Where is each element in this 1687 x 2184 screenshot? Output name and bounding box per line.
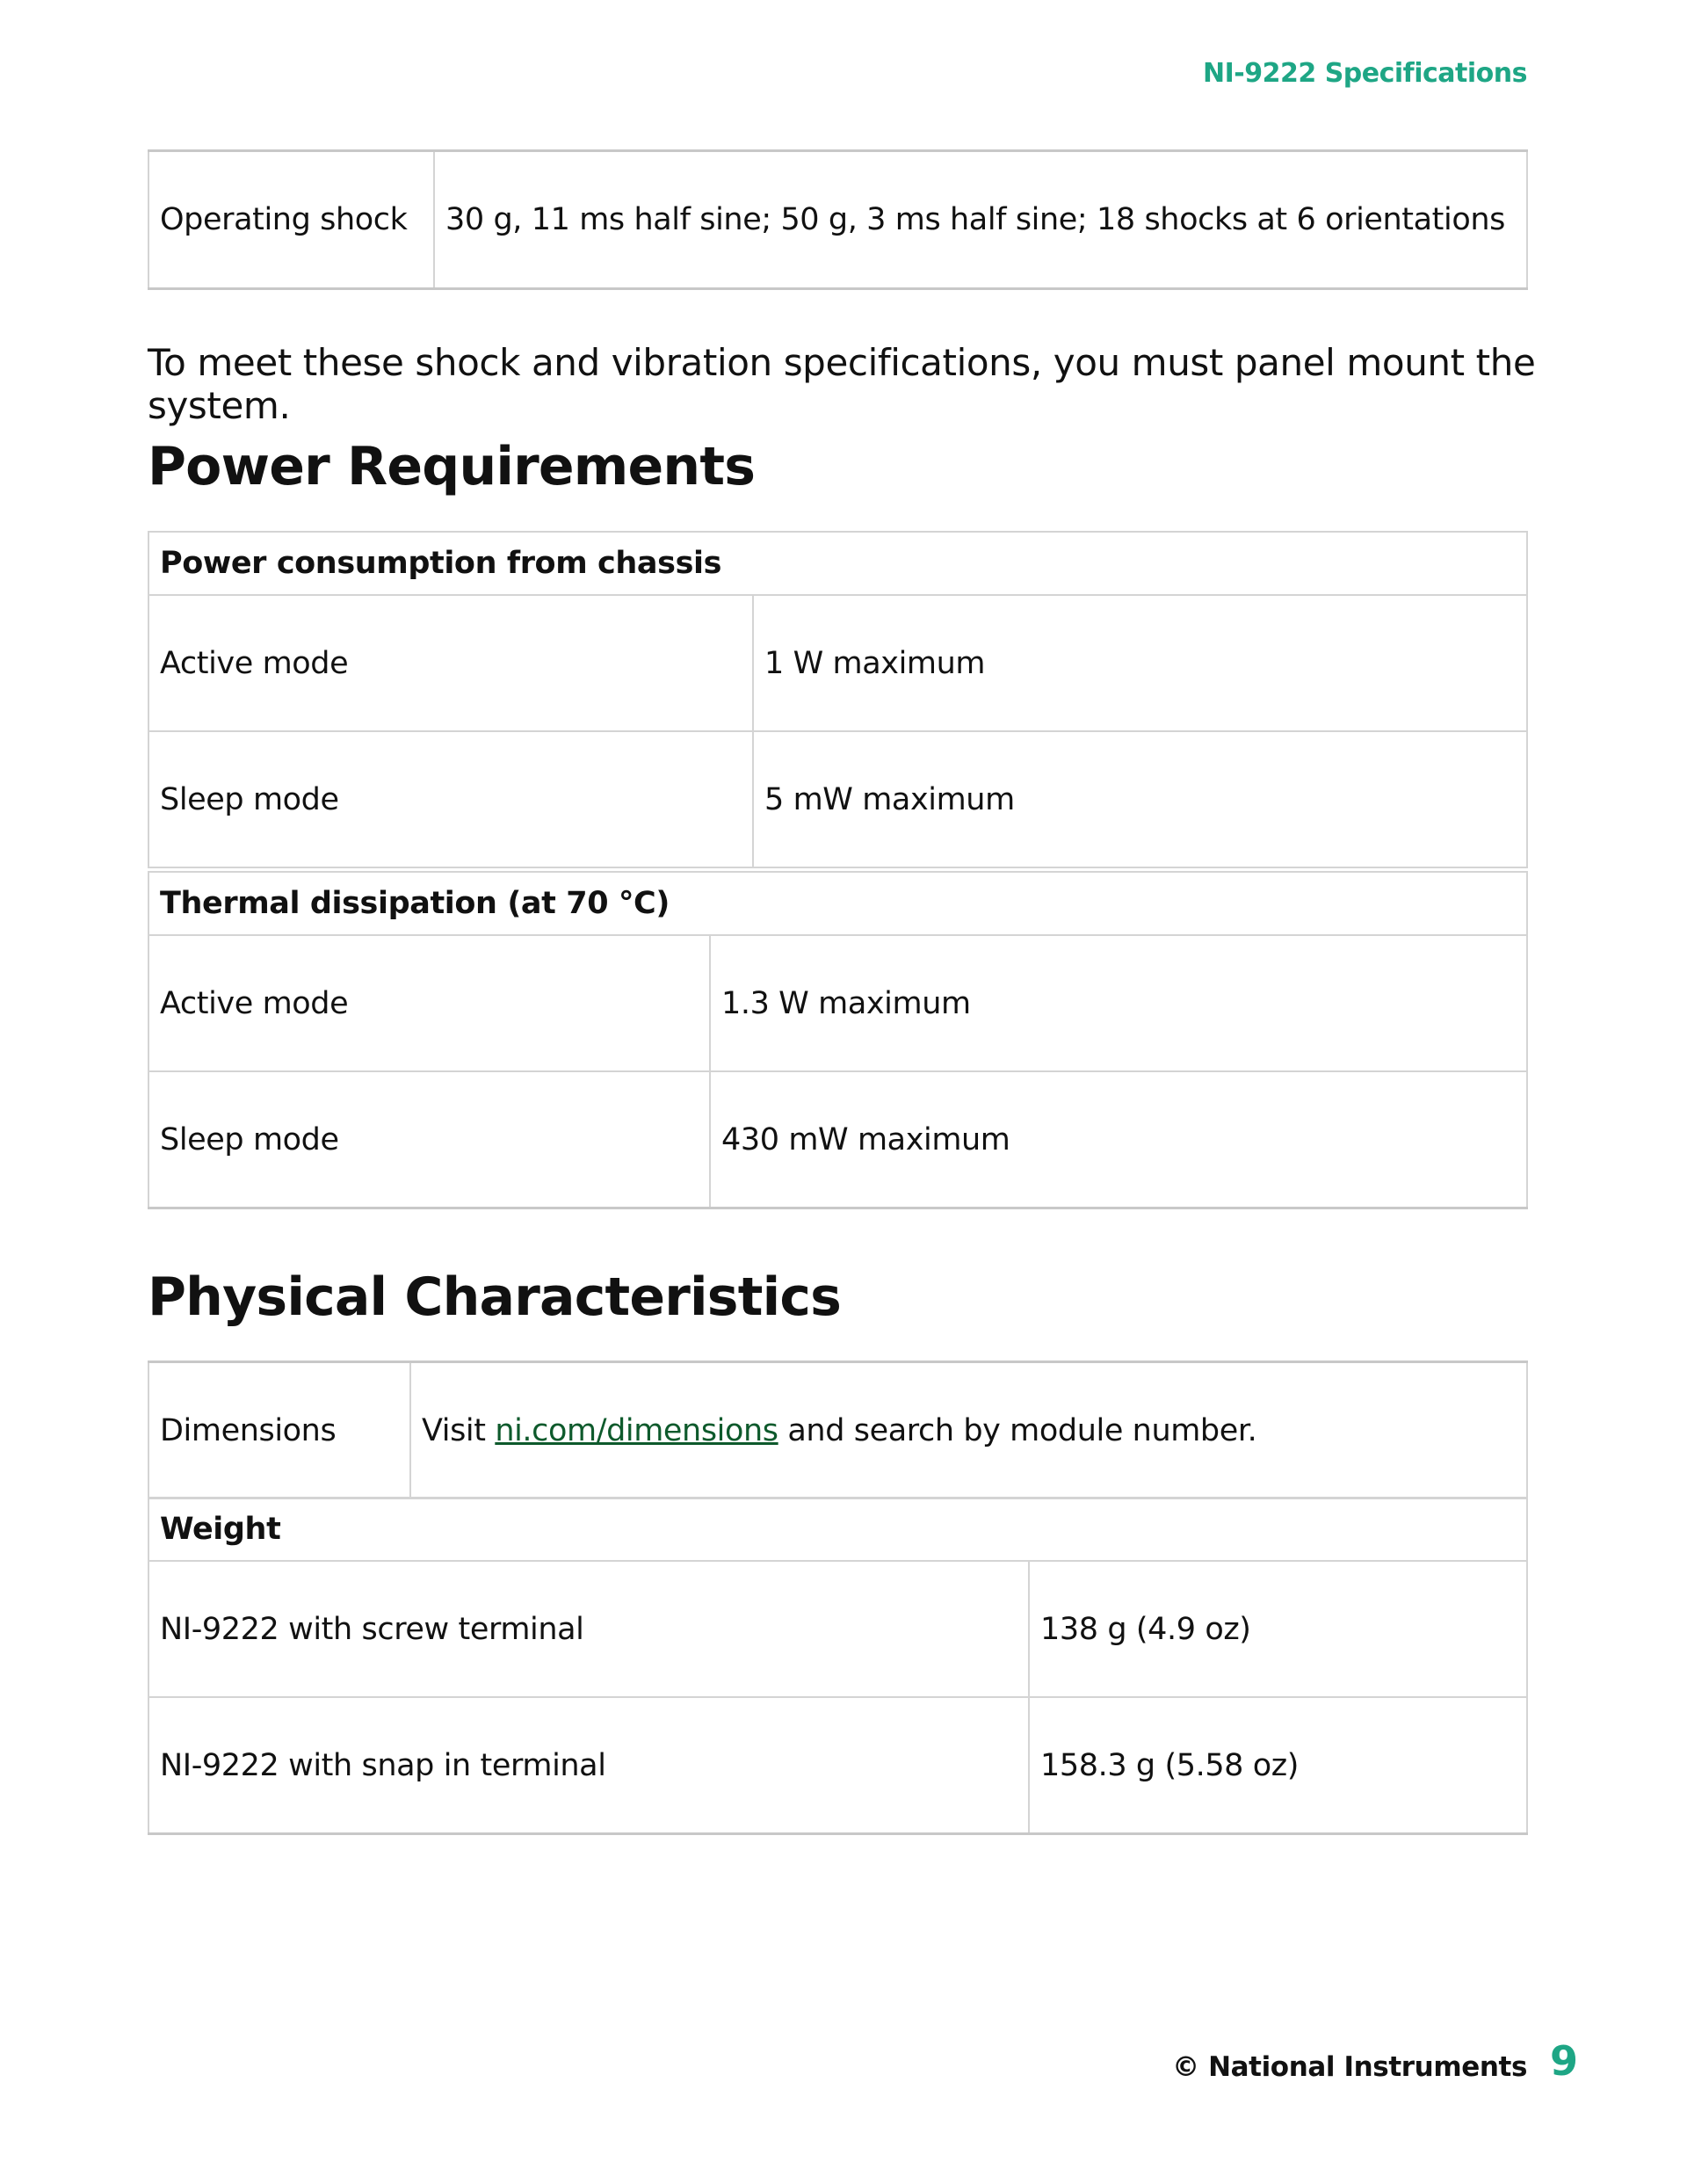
group-title: Weight (148, 1498, 1527, 1561)
shock-mounting-note: To meet these shock and vibration specifications, you must panel mount the system. (148, 341, 1536, 427)
table-row (148, 1071, 1527, 1208)
dimensions-suffix: and search by module number. (778, 1412, 1257, 1448)
table-row (148, 595, 1527, 731)
table-row (148, 935, 1527, 1071)
weight-table (148, 1497, 1528, 1835)
dimensions-table (148, 1360, 1528, 1499)
dimensions-link[interactable]: ni.com/dimensions (495, 1412, 778, 1448)
table-group-header (148, 532, 1527, 595)
spec-label: Sleep mode (148, 731, 753, 867)
shock-spec-table (148, 149, 1528, 290)
running-header-title: NI-9222 Specifications (1203, 58, 1527, 89)
spec-label: Active mode (148, 935, 710, 1071)
table-group-header (148, 1498, 1527, 1561)
section-heading-power: Power Requirements (148, 436, 756, 497)
dimensions-prefix: Visit (422, 1412, 496, 1448)
table-row (148, 731, 1527, 867)
spec-value: 138 g (4.9 oz) (1029, 1561, 1527, 1697)
spec-value: 5 mW maximum (753, 731, 1527, 867)
spec-value: 430 mW maximum (710, 1071, 1527, 1208)
table-group-header (148, 872, 1527, 935)
page-number: 9 (1549, 2037, 1578, 2085)
group-title: Power consumption from chassis (148, 532, 1527, 595)
table-row (148, 1362, 1527, 1499)
group-title: Thermal dissipation (at 70 °C) (148, 872, 1527, 935)
section-heading-physical: Physical Characteristics (148, 1266, 842, 1328)
spec-label: Operating shock (148, 151, 434, 289)
spec-label: Sleep mode (148, 1071, 710, 1208)
spec-label: NI-9222 with snap in terminal (148, 1697, 1029, 1834)
table-row (148, 1561, 1527, 1697)
power-consumption-table (148, 531, 1528, 868)
spec-value: 158.3 g (5.58 oz) (1029, 1697, 1527, 1834)
spec-label: Dimensions (148, 1362, 410, 1499)
footer-copyright: © National Instruments (1172, 2051, 1527, 2083)
table-row (148, 1697, 1527, 1834)
spec-value: 1 W maximum (753, 595, 1527, 731)
spec-value: 1.3 W maximum (710, 935, 1527, 1071)
spec-value (410, 1362, 1527, 1499)
spec-value: 30 g, 11 ms half sine; 50 g, 3 ms half sine; 18 shocks at 6 orientations (434, 151, 1527, 289)
thermal-dissipation-table (148, 871, 1528, 1209)
spec-label: NI-9222 with screw terminal (148, 1561, 1029, 1697)
table-row (148, 151, 1527, 289)
spec-label: Active mode (148, 595, 753, 731)
